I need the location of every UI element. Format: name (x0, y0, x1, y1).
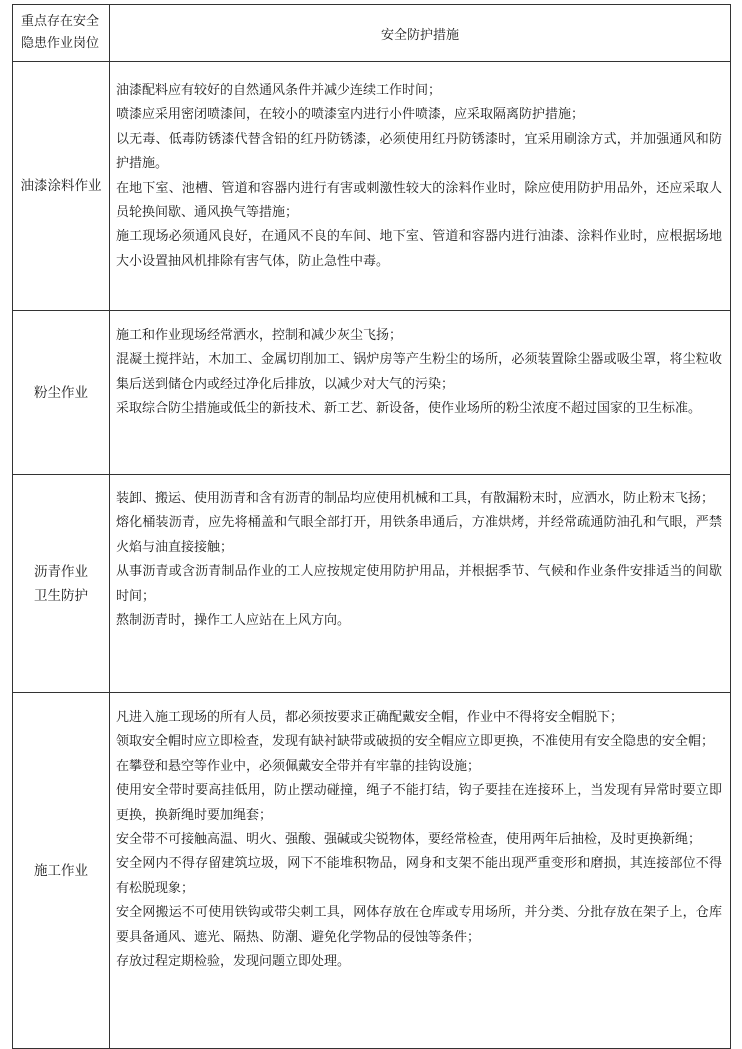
measures-cell (110, 62, 731, 311)
header-measures: 安全防护措施 (110, 5, 731, 62)
measures-cell (110, 693, 731, 1049)
measure-item: 安全网搬运不可使用铁钩或带尖刺工具，网体存放在仓库或专用场所，并分类、分批存放在架子上，仓库要具备通风、遮光、隔热、防潮、避免化学物品的侵蚀等条件； (116, 905, 722, 945)
measure-item: 在攀登和悬空等作业中，必须佩戴安全带并有牢靠的挂钩设施； (116, 758, 481, 774)
category-text: 沥青作业卫生防护 (34, 563, 88, 604)
table-row (13, 62, 731, 311)
header-post: 重点存在安全隐患作业岗位 (13, 5, 110, 62)
table-row (13, 311, 731, 475)
measure-item: 领取安全帽时应立即检查，发现有缺衬缺带或破损的安全帽应立即更换，不准使用有安全隐患的安全帽； (116, 734, 715, 750)
measure-item: 从事沥青或含沥青制品作业的工人应按规定使用防护用品，并根据季节、气候和作业条件安排适当的间歇时间； (116, 564, 722, 604)
measure-item: 油漆配料应有较好的自然通风条件并减少连续工作时间； (116, 83, 442, 98)
category-cell: 施工作业 (13, 693, 110, 1049)
measure-item: 以无毒、低毒防锈漆代替含铅的红丹防锈漆，必须使用红丹防锈漆时，宜采用刷涂方式，并加强通风和防护措施。 (116, 131, 722, 172)
measure-item: 装卸、搬运、使用沥青和含有沥青的制品均应使用机械和工具，有散漏粉末时，应洒水，防止粉末飞扬； (116, 491, 715, 506)
table-header-row (13, 5, 731, 62)
safety-measures-table (12, 4, 731, 1049)
category-cell: 油漆涂料作业 (13, 62, 110, 311)
category-cell (13, 475, 110, 693)
measures-cell (110, 311, 731, 475)
measure-item: 混凝土搅拌站，木加工、金属切削加工、锅炉房等产生粉尘的场所，必须装置除尘器或吸尘罩，将尘粒收集后送到储仓内或经过净化后排放，以减少对大气的污染； (116, 352, 722, 392)
category-cell: 粉尘作业 (13, 311, 110, 475)
measure-item: 使用安全带时要高挂低用，防止摆动碰撞，绳子不能打结，钩子要挂在连接环上，当发现有异常时要立即更换，换新绳时要加绳套； (116, 783, 722, 823)
table-row (13, 475, 731, 693)
measure-item: 采取综合防尘措施或低尘的新技术、新工艺、新设备，使作业场所的粉尘浓度不超过国家的卫生标准。 (116, 401, 702, 417)
measure-item: 施工现场必须通风良好，在通风不良的车间、地下室、管道和容器内进行油漆、涂料作业时，应根据场地大小设置抽风机排除有害气体，防止急性中毒。 (116, 229, 722, 269)
measure-item: 喷漆应采用密闭喷漆间，在较小的喷漆室内进行小件喷漆，应采取隔离防护措施； (116, 107, 585, 123)
measure-item: 熬制沥青时，操作工人应站在上风方向。 (116, 613, 351, 629)
measure-item: 安全带不可接触高温、明火、强酸、强碱或尖锐物体，要经常检查，使用两年后抽检，及时更换新绳； (116, 832, 702, 848)
measure-item: 熔化桶装沥青，应先将桶盖和气眼全部打开，用铁条串通后，方准烘烤，并经常疏通防油孔和气眼，严禁火焰与油直接接触； (116, 515, 722, 555)
table-row (13, 693, 731, 1049)
measure-item: 在地下室、池槽、管道和容器内进行有害或刺激性较大的涂料作业时，除应使用防护用品外，还应采取人员轮换间歇、通风换气等措施； (116, 180, 722, 221)
measure-item: 凡进入施工现场的所有人员，都必须按要求正确配戴安全帽，作业中不得将安全帽脱下； (116, 710, 624, 725)
measure-item: 施工和作业现场经常洒水，控制和减少灰尘飞扬； (116, 328, 403, 343)
measure-item: 存放过程定期检验，发现问题立即处理。 (116, 954, 351, 970)
measure-item: 安全网内不得存留建筑垃圾，网下不能堆积物品，网身和支架不能出现严重变形和磨损，其连接部位不得有松脱现象； (116, 856, 722, 896)
measures-cell (110, 475, 731, 693)
